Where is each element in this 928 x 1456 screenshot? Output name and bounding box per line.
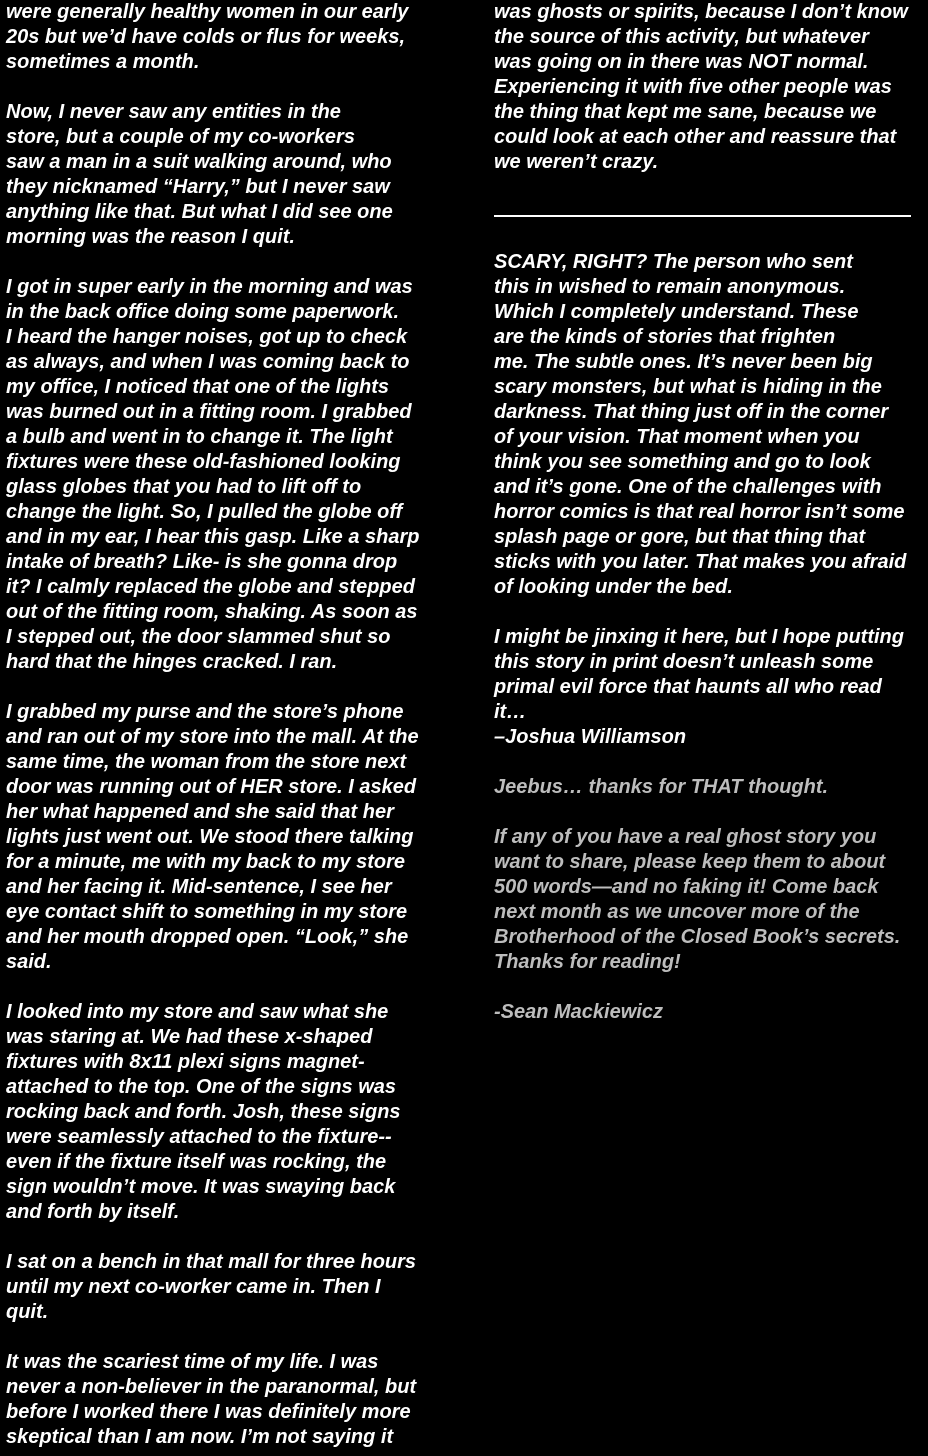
text-line: her what happened and she said that her	[6, 801, 394, 823]
text-line: was going on in there was NOT normal.	[494, 51, 869, 73]
paragraph-spacer	[6, 1225, 441, 1250]
text-line: morning was the reason I quit.	[6, 226, 295, 248]
text-line: fixtures were these old-fashioned looking	[6, 451, 401, 473]
text-line: was burned out in a fitting room. I grabbed	[6, 401, 412, 423]
text-line: I stepped out, the door slammed shut so	[6, 626, 391, 648]
text-line: SCARY, RIGHT? The person who sent	[494, 251, 853, 273]
paragraph-signs	[6, 1000, 441, 1225]
text-line: 20s but we’d have colds or flus for weeks,	[6, 26, 406, 48]
text-line: sticks with you later. That makes you afraid	[494, 551, 907, 573]
text-line: lights just went out. We stood there talking	[6, 826, 414, 848]
text-line: and in my ear, I hear this gasp. Like a sharp	[6, 526, 420, 548]
text-line: I got in super early in the morning and was	[6, 276, 413, 298]
text-line: a bulb and went in to change it. The light	[6, 426, 393, 448]
text-line: and forth by itself.	[6, 1201, 180, 1223]
text-line: darkness. That thing just off in the corner	[494, 401, 889, 423]
paragraph-call-for-stories	[494, 825, 926, 975]
text-line: saw a man in a suit walking around, who	[6, 151, 392, 173]
paragraph-spacer	[6, 75, 441, 100]
text-line: same time, the woman from the store next	[6, 751, 407, 773]
text-line: it? I calmly replaced the globe and stepped	[6, 576, 415, 598]
text-line: glass globes that you had to lift off to	[6, 476, 362, 498]
text-line: could look at each other and reassure that	[494, 126, 897, 148]
text-line: fixtures with 8x11 plexi signs magnet-	[6, 1051, 365, 1073]
paragraph-spacer	[494, 225, 926, 250]
text-line: change the light. So, I pulled the globe off	[6, 501, 403, 523]
paragraph-spacer	[494, 800, 926, 825]
text-line: even if the fixture itself was rocking, the	[6, 1151, 387, 1173]
text-line: Which I completely understand. These	[494, 301, 859, 323]
paragraph-entities	[6, 100, 441, 250]
text-line: attached to the top. One of the signs was	[6, 1076, 397, 1098]
section-divider	[494, 200, 926, 225]
text-line: hard that the hinges cracked. I ran.	[6, 651, 338, 673]
left-column	[6, 0, 441, 1450]
paragraph-jeebus	[494, 775, 926, 800]
text-line: I grabbed my purse and the store’s phone	[6, 701, 404, 723]
text-line: out of the fitting room, shaking. As soon as	[6, 601, 418, 623]
text-line: store, but a couple of my co-workers	[6, 126, 355, 148]
text-line: as always, and when I was coming back to	[6, 351, 410, 373]
paragraph-jinxing	[494, 625, 926, 750]
paragraph-spacer	[6, 675, 441, 700]
text-line: and it’s gone. One of the challenges with	[494, 476, 882, 498]
paragraph-mall	[6, 700, 441, 975]
text-line: before I worked there I was definitely more	[6, 1401, 411, 1423]
text-line: said.	[6, 951, 52, 973]
paragraph-scariest	[6, 1350, 441, 1450]
text-line: rocking back and forth. Josh, these signs	[6, 1101, 401, 1123]
text-line: of looking under the bed.	[494, 576, 733, 598]
paragraph-health	[6, 0, 441, 75]
text-line: quit.	[6, 1301, 49, 1323]
text-line: Brotherhood of the Closed Book’s secrets.	[494, 926, 901, 948]
editor-signature	[494, 1000, 926, 1025]
text-line: eye contact shift to something in my store	[6, 901, 408, 923]
text-line: think you see something and go to look	[494, 451, 871, 473]
text-line: Experiencing it with five other people was	[494, 76, 892, 98]
paragraph-fitting-room	[6, 275, 441, 675]
text-line: this in wished to remain anonymous.	[494, 276, 846, 298]
text-line: sometimes a month.	[6, 51, 200, 73]
text-line: next month as we uncover more of the	[494, 901, 860, 923]
paragraph-quit	[6, 1250, 441, 1325]
text-line: sign wouldn’t move. It was swaying back	[6, 1176, 396, 1198]
text-line: primal evil force that haunts all who read	[494, 676, 882, 698]
text-line: in the back office doing some paperwork.	[6, 301, 400, 323]
text-line: me. The subtle ones. It’s never been big	[494, 351, 873, 373]
text-line: -Sean Mackiewicz	[494, 1001, 663, 1023]
right-column	[494, 0, 926, 1025]
text-line: Now, I never saw any entities in the	[6, 101, 341, 123]
text-line: it…	[494, 701, 527, 723]
text-line: we weren’t crazy.	[494, 151, 659, 173]
text-line: splash page or gore, but that thing that	[494, 526, 866, 548]
paragraph-spacer	[6, 1325, 441, 1350]
text-line: anything like that. But what I did see one	[6, 201, 393, 223]
text-line: Thanks for reading!	[494, 951, 681, 973]
text-line: was ghosts or spirits, because I don’t know	[494, 1, 908, 23]
text-line: It was the scariest time of my life. I was	[6, 1351, 379, 1373]
text-line: I might be jinxing it here, but I hope putting	[494, 626, 904, 648]
text-line: until my next co-worker came in. Then I	[6, 1276, 381, 1298]
text-line: door was running out of HER store. I asked	[6, 776, 417, 798]
text-line: horror comics is that real horror isn’t some	[494, 501, 905, 523]
text-line: and her facing it. Mid-sentence, I see her	[6, 876, 392, 898]
text-line: were generally healthy women in our early	[6, 1, 409, 23]
text-line: skeptical than I am now. I’m not saying it	[6, 1426, 394, 1448]
text-line: and ran out of my store into the mall. At the	[6, 726, 419, 748]
text-line: were seamlessly attached to the fixture--	[6, 1126, 392, 1148]
text-line: are the kinds of stories that frighten	[494, 326, 836, 348]
paragraph-spacer	[494, 750, 926, 775]
text-line: I sat on a bench in that mall for three hours	[6, 1251, 417, 1273]
paragraph-spacer	[6, 975, 441, 1000]
text-line: If any of you have a real ghost story you	[494, 826, 877, 848]
text-line: for a minute, me with my back to my store	[6, 851, 405, 873]
text-line: my office, I noticed that one of the lights	[6, 376, 389, 398]
text-line: they nicknamed “Harry,” but I never saw	[6, 176, 390, 198]
text-line: I looked into my store and saw what she	[6, 1001, 389, 1023]
text-line: was staring at. We had these x-shaped	[6, 1026, 373, 1048]
text-line: never a non-believer in the paranormal, but	[6, 1376, 417, 1398]
text-line: the source of this activity, but whatever	[494, 26, 869, 48]
text-line: the thing that kept me sane, because we	[494, 101, 877, 123]
paragraph-spacer	[494, 975, 926, 1000]
text-line: Jeebus… thanks for THAT thought.	[494, 776, 829, 798]
text-line: scary monsters, but what is hiding in the	[494, 376, 882, 398]
text-line: and her mouth dropped open. “Look,” she	[6, 926, 409, 948]
text-line: 500 words—and no faking it! Come back	[494, 876, 879, 898]
paragraph-spacer	[494, 175, 926, 200]
paragraph-scary-right	[494, 250, 926, 600]
text-line: intake of breath? Like- is she gonna drop	[6, 551, 398, 573]
text-line: want to share, please keep them to about	[494, 851, 886, 873]
paragraph-spacer	[6, 250, 441, 275]
text-line: I heard the hanger noises, got up to check	[6, 326, 408, 348]
author-signature: –Joshua Williamson	[494, 726, 687, 748]
text-line: of your vision. That moment when you	[494, 426, 860, 448]
paragraph-spacer	[494, 600, 926, 625]
text-line: this story in print doesn’t unleash some	[494, 651, 874, 673]
paragraph-not-normal	[494, 0, 926, 175]
